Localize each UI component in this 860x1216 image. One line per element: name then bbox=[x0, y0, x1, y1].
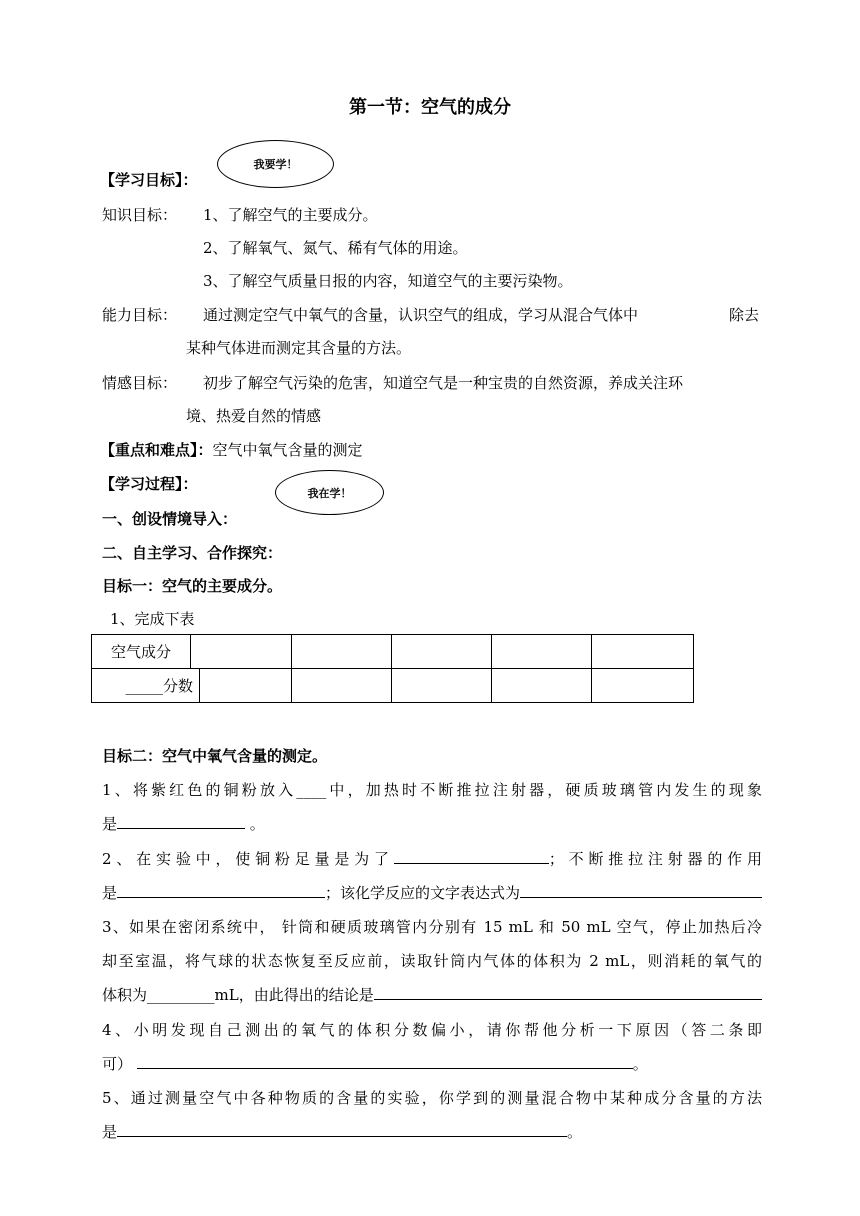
knowledge-item-3: 3、了解空气质量日报的内容，知道空气的主要污染物。 bbox=[203, 272, 573, 290]
question-3-line1: 3、如果在密闭系统中， 针筒和硬质玻璃管内分别有 15 mL 和 50 mL 空气，停止加热后冷 bbox=[102, 918, 762, 936]
question-1-line2: 是 。 bbox=[102, 815, 265, 833]
answer-blank[interactable] bbox=[137, 1053, 633, 1069]
knowledge-item-1: 1、了解空气的主要成分。 bbox=[203, 206, 378, 224]
emotion-text-line2: 境、热爱自然的情感 bbox=[186, 407, 322, 425]
bubble-text: 我要学！ bbox=[253, 158, 298, 171]
question-1-line1: 1、将紫红色的铜粉放入____中，加热时不断推拉注射器，硬质玻璃管内发生的现象 bbox=[102, 781, 762, 799]
table-row bbox=[92, 669, 694, 703]
answer-blank[interactable]: _______ bbox=[147, 986, 200, 1004]
emotion-text-line1: 初步了解空气污染的危害，知道空气是一种宝贵的自然资源，养成关注环 bbox=[203, 374, 684, 392]
process-heading: 【学习过程】： bbox=[100, 475, 198, 493]
page-title: 第一节：空气的成分 bbox=[349, 97, 511, 118]
answer-blank[interactable] bbox=[117, 813, 245, 829]
key-points-text: 空气中氧气含量的测定 bbox=[212, 441, 363, 459]
answer-blank[interactable] bbox=[117, 882, 325, 898]
table-cell-blank[interactable] bbox=[292, 635, 392, 669]
emotion-label: 情感目标： bbox=[102, 374, 178, 392]
table-row bbox=[92, 635, 694, 669]
key-points-heading: 【重点和难点】： bbox=[100, 441, 213, 459]
question-2-line2: 是 ；该化学反应的文字表达式为 bbox=[102, 882, 762, 903]
section-self-study: 二、自主学习、合作探究： bbox=[102, 544, 283, 562]
bubble-text: 我在学！ bbox=[307, 486, 352, 500]
section-intro: 一、创设情境导入： bbox=[102, 510, 238, 528]
table-cell-label: 空气成分 bbox=[92, 635, 191, 669]
objectives-heading: 【学习目标】： bbox=[100, 171, 198, 189]
table-cell-blank[interactable] bbox=[392, 669, 492, 703]
ability-label: 能力目标： bbox=[102, 306, 178, 324]
table-cell-blank[interactable] bbox=[592, 669, 694, 703]
knowledge-label: 知识目标： bbox=[102, 206, 178, 224]
table-cell-blank[interactable] bbox=[592, 635, 694, 669]
ability-text-line1: 通过测定空气中氧气的含量，认识空气的组成，学习从混合气体中 bbox=[203, 306, 639, 324]
question-3-line3: 体积为 _______ _ _mL，由此得出的结论是 bbox=[102, 984, 762, 1005]
answer-blank[interactable] bbox=[520, 882, 762, 898]
table-cell-blank[interactable] bbox=[492, 635, 592, 669]
ability-text-line2: 某种气体进而测定其含量的方法。 bbox=[186, 339, 412, 357]
question-2-line1: 2、在实验中，使铜粉足量是为了 ；不断推拉注射器的作用 bbox=[102, 850, 762, 868]
air-composition-table bbox=[91, 634, 694, 703]
speech-bubble-learn bbox=[217, 140, 334, 188]
knowledge-item-2: 2、了解氧气、氮气、稀有气体的用途。 bbox=[203, 239, 468, 257]
table-cell-blank[interactable] bbox=[191, 635, 292, 669]
goal-one-heading: 目标一：空气的主要成分。 bbox=[102, 577, 283, 595]
table-cell-blank[interactable] bbox=[292, 669, 392, 703]
question-4-line2: 可） 。 bbox=[102, 1055, 648, 1073]
speech-bubble-learning bbox=[275, 470, 384, 515]
question-3-line2: 却至室温，将气球的状态恢复至反应前，读取针筒内气体的体积为 2 mL，则消耗的氧气的 bbox=[102, 952, 762, 970]
answer-blank[interactable] bbox=[394, 848, 549, 864]
ability-text-line1-end: 除去 bbox=[729, 306, 760, 324]
question-5-line2: 是 。 bbox=[102, 1123, 583, 1141]
goal-two-heading: 目标二：空气中氧气含量的测定。 bbox=[102, 747, 328, 765]
table-cell-label: _____ 分数 bbox=[92, 669, 292, 703]
answer-blank[interactable] bbox=[117, 1121, 567, 1137]
question-5-line1: 5、通过测量空气中各种物质的含量的实验，你学到的测量混合物中某种成分含量的方法 bbox=[102, 1089, 762, 1107]
table-cell-blank[interactable] bbox=[392, 635, 492, 669]
task-complete-table: 1、完成下表 bbox=[110, 610, 195, 628]
answer-blank[interactable] bbox=[374, 984, 762, 1000]
table-cell-blank[interactable] bbox=[492, 669, 592, 703]
question-4-line1: 4、小明发现自己测出的氧气的体积分数偏小，请你帮他分析一下原因（答二条即 bbox=[102, 1021, 762, 1039]
